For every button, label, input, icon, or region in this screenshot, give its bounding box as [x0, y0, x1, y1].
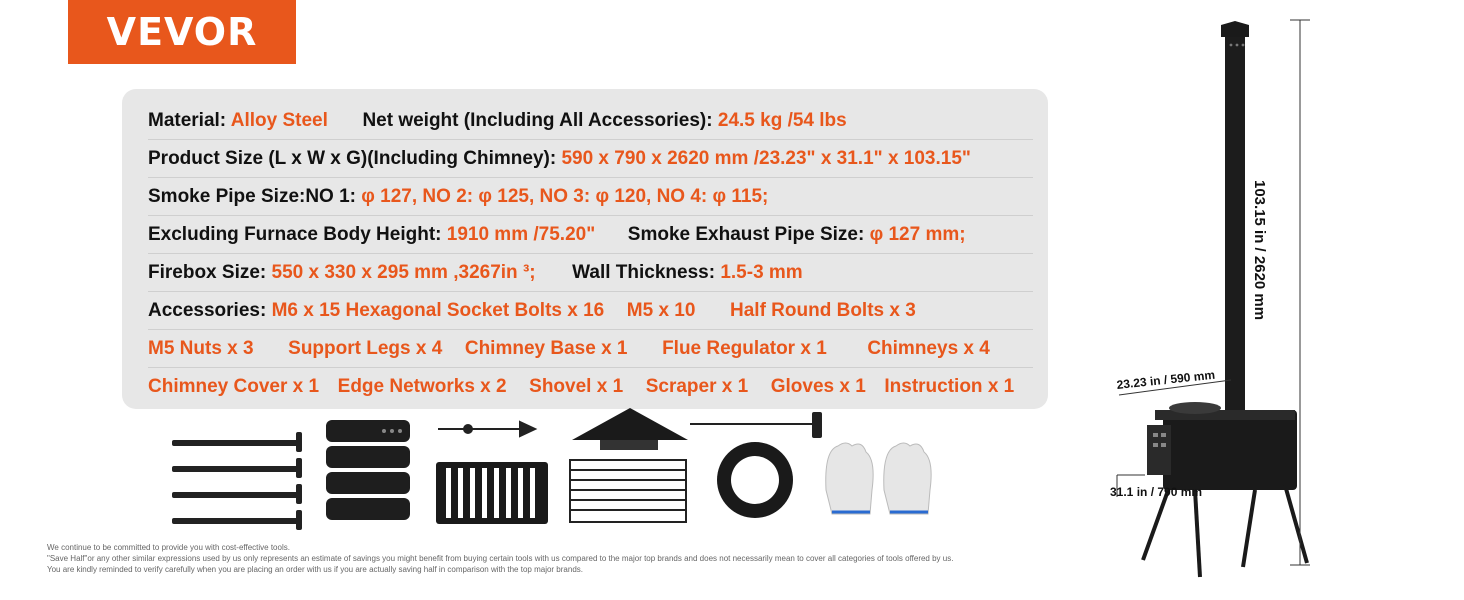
- accessory-flue-regulator: Flue Regulator x 1: [662, 338, 827, 359]
- footnote-line-2: "Save Half"or any other similar expressions used by us only represents an estimate of savings you might benefit from buying certain tools with us compared to the major top brands and does not necessarily mean to cover all categories of tools offered by us.: [47, 554, 954, 563]
- spec-row-height: [148, 216, 1033, 254]
- width-dimension-label: 23.23 in / 590 mm: [1116, 367, 1216, 392]
- chimney-pipe: [1221, 21, 1249, 412]
- product-size-label: Product Size (L x W x G)(Including Chimney):: [148, 148, 557, 169]
- accessory-legs: Support Legs x 4: [288, 338, 443, 359]
- accessory-shovel: Shovel x 1: [529, 376, 624, 397]
- exhaust-pipe-label: Smoke Exhaust Pipe Size:: [627, 224, 865, 245]
- material-label: Material:: [148, 110, 227, 131]
- product-size-value: 590 x 790 x 2620 mm /23.23" x 31.1" x 103.15": [561, 148, 971, 169]
- wall-thickness-label: Wall Thickness:: [572, 262, 716, 283]
- accessory-half-round: Half Round Bolts x 3: [730, 300, 916, 321]
- exhaust-pipe-value: φ 127 mm;: [869, 224, 966, 245]
- height-dimension-label: 103.15 in / 2620 mm: [1251, 180, 1268, 321]
- accessory-gloves: Gloves x 1: [770, 376, 866, 397]
- chimney-pipes-image: [326, 420, 410, 520]
- spec-row-accessories: [148, 292, 1033, 330]
- firebox-value: 550 x 330 x 295 mm ,3267in ³;: [271, 262, 536, 283]
- accessory-instruction: Instruction x 1: [884, 376, 1015, 397]
- accessory-edge-networks: Edge Networks x 2: [337, 376, 507, 397]
- accessory-bolts: M6 x 15 Hexagonal Socket Bolts x 16: [271, 300, 605, 321]
- brand-logo: [68, 0, 296, 64]
- spec-row-accessories-3: [148, 368, 1033, 406]
- body-height-value: 1910 mm /75.20": [446, 224, 596, 245]
- material-value: Alloy Steel: [230, 110, 328, 131]
- depth-dimension-label: 31.1 in / 790 mm: [1110, 485, 1203, 499]
- stove-body: [1147, 402, 1297, 490]
- body-height-label: Excluding Furnace Body Height:: [148, 224, 442, 245]
- chimney-base-ring-image: [717, 442, 793, 518]
- accessories-label: Accessories:: [148, 300, 267, 321]
- footnote-line-3: You are kindly reminded to verify carefully when you are placing an order with us if you are actually saving half in comparison with the top major brands.: [47, 565, 583, 574]
- brand-name: VEVOR: [106, 10, 258, 54]
- net-weight-label: Net weight (Including All Accessories):: [362, 110, 713, 131]
- gloves-image: [826, 443, 931, 514]
- spec-row-size: [148, 140, 1033, 178]
- firebox-label: Firebox Size:: [148, 262, 267, 283]
- accessory-m5: M5 x 10: [626, 300, 696, 321]
- accessory-nuts: M5 Nuts x 3: [148, 338, 254, 359]
- rack-image: [570, 460, 686, 522]
- stove-illustration: [1095, 15, 1355, 585]
- net-weight-value: 24.5 kg /54 lbs: [717, 110, 847, 131]
- disclaimer-footnote: [47, 542, 953, 575]
- accessory-chimney-cover: Chimney Cover x 1: [148, 376, 320, 397]
- shovel-scraper-image: [690, 412, 822, 438]
- spec-row-smoke-pipe: [148, 178, 1033, 216]
- smoke-pipe-value: φ 127, NO 2: φ 125, NO 3: φ 120, NO 4: φ 115;: [361, 186, 769, 207]
- footnote-line-1: We continue to be committed to provide you with cost-effective tools.: [47, 543, 290, 552]
- edge-network-grate-image: [436, 462, 548, 524]
- spec-row-material: [148, 102, 1033, 140]
- spec-row-firebox: [148, 254, 1033, 292]
- wall-thickness-value: 1.5-3 mm: [720, 262, 803, 283]
- chimney-cover-image: [572, 408, 688, 450]
- accessory-chimneys: Chimneys x 4: [867, 338, 990, 359]
- support-legs-image: [172, 432, 302, 530]
- accessory-chimney-base: Chimney Base x 1: [464, 338, 628, 359]
- flue-regulator-image: [438, 422, 535, 436]
- accessory-scraper: Scraper x 1: [645, 376, 749, 397]
- spec-row-accessories-2: [148, 330, 1033, 368]
- smoke-pipe-label: Smoke Pipe Size:NO 1:: [148, 186, 357, 207]
